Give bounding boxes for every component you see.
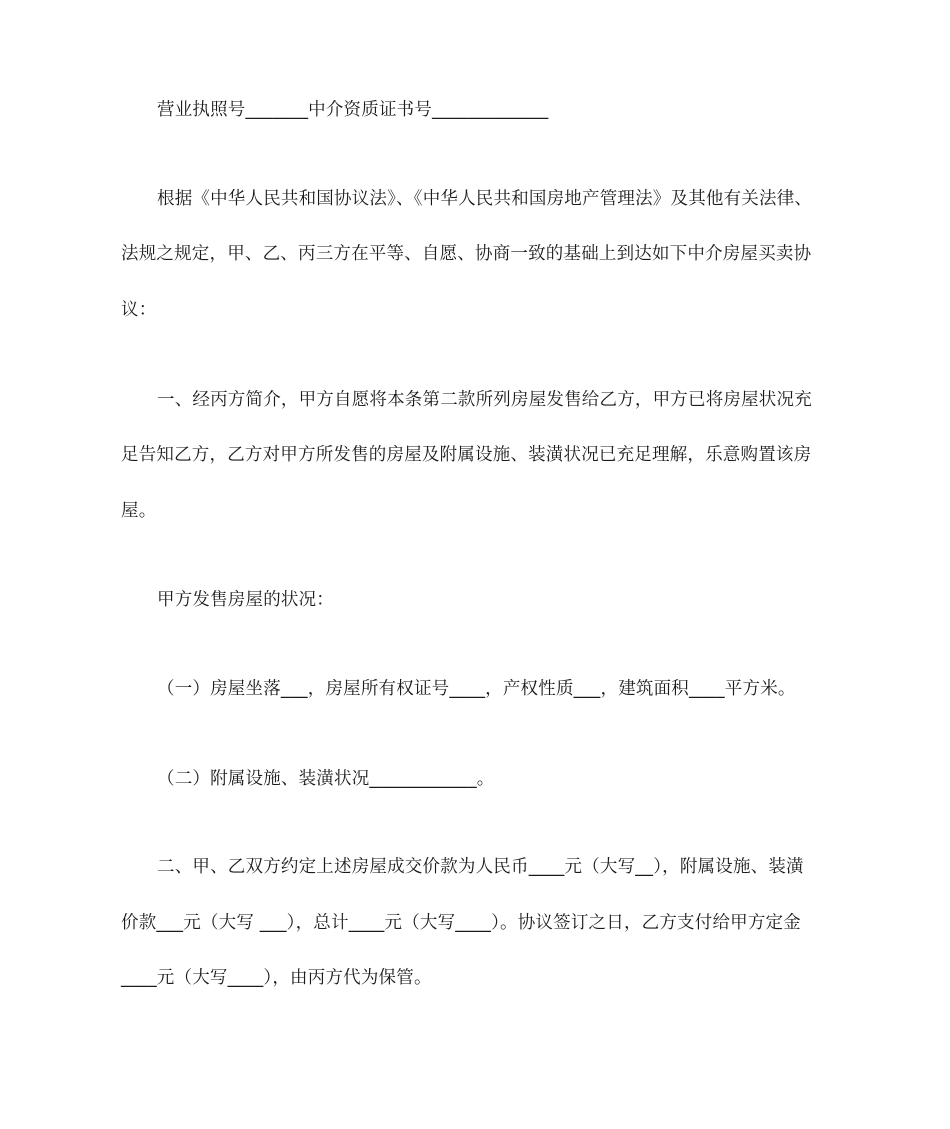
facilities-item: （二）附属设施、装潢状况____________。 [157,769,495,789]
legal-basis-paragraph-line-1: 根据《中华人民共和国协议法》、《中华人民共和国房地产管理法》及其他有关法律、 [157,189,813,209]
clause-one-line-2: 足告知乙方，乙方对甲方所发售的房屋及附属设施、装潢状况已充足理解，乐意购置该房 [121,445,812,465]
license-number-line: 营业执照号_______中介资质证书号_____________ [157,100,549,120]
clause-two-line-2: 价款___元（大写 ___），总计____元（大写____）。协议签订之日，乙方支付给甲方定金 [121,913,801,933]
clause-one-line-1: 一、经丙方简介，甲方自愿将本条第二款所列房屋发售给乙方，甲方已将房屋状况充 [157,390,812,410]
clause-two-line-3: ____元（大写____），由丙方代为保管。 [121,968,432,988]
clause-one-line-3: 屋。 [121,501,157,521]
legal-basis-paragraph-line-2: 法规之规定，甲、乙、丙三方在平等、自愿、协商一致的基础上到达如下中介房屋买卖协 [121,244,812,264]
house-status-heading: 甲方发售房屋的状况： [157,590,334,610]
clause-two-line-1: 二、甲、乙双方约定上述房屋成交价款为人民币____元（大写__），附属设施、装潢 [157,857,804,877]
house-location-item: （一）房屋坐落___，房屋所有权证号____，产权性质___，建筑面积____平方米。 [157,679,796,699]
legal-basis-paragraph-line-3: 议： [121,300,157,320]
